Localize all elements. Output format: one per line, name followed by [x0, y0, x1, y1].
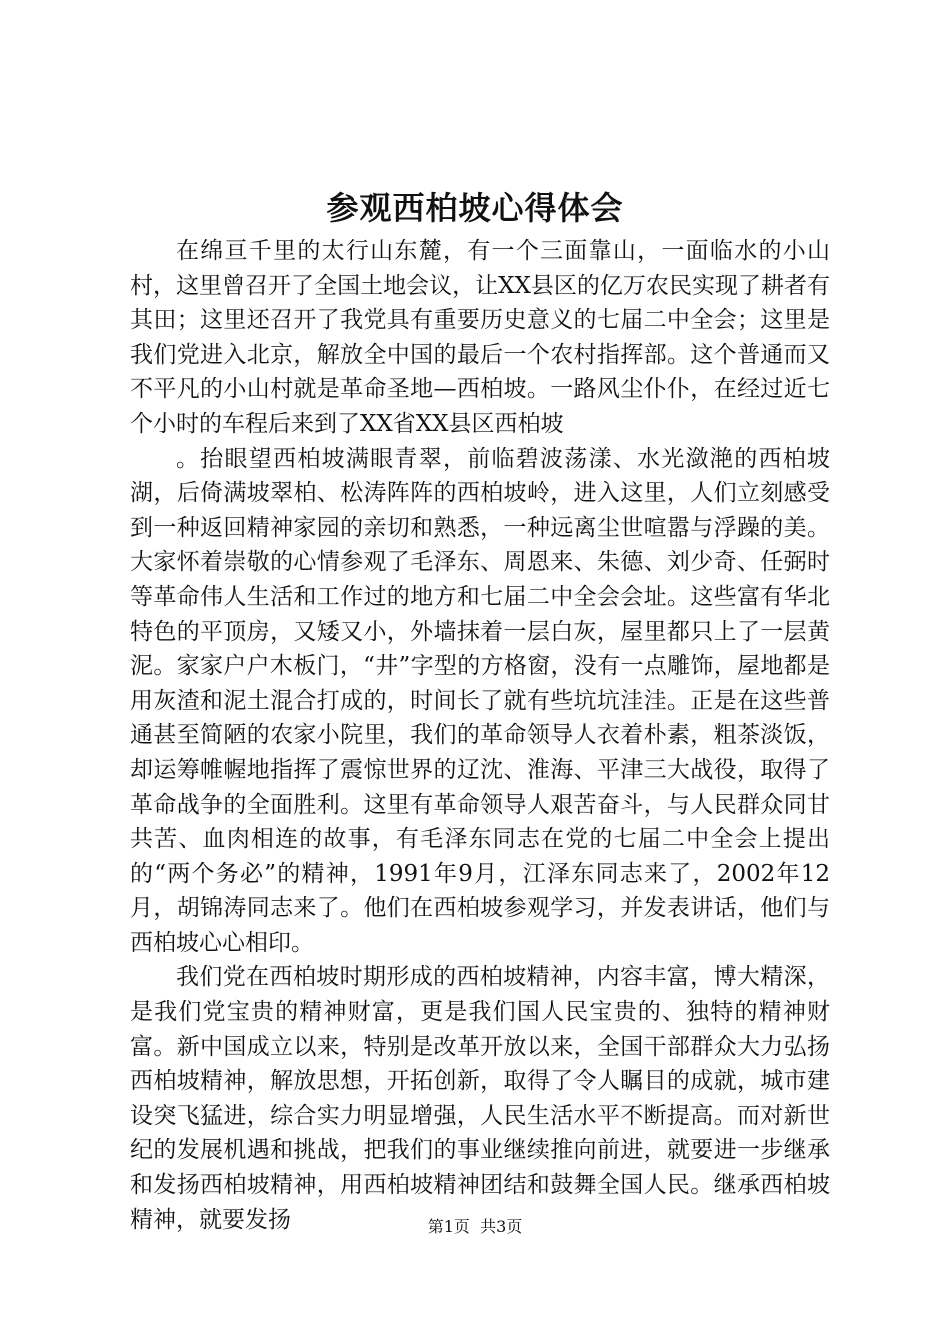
paragraph-1: 在绵亘千里的太行山东麓，有一个三面靠山，一面临水的小山村，这里曾召开了全国土地会议，让XX县区的亿万农民实现了耕者有其田；这里还召开了我党具有重要历史意义的七届二中全会；这里是我们党进入北京，解放全中国的最后一个农村指挥部。这个普通而又不平凡的小山村就是革命圣地—西柏坡。一路风尘仆仆，在经过近七个小时的车程后来到了XX省XX县区西柏坡	[130, 238, 830, 437]
paragraph-3: 我们党在西柏坡时期形成的西柏坡精神，内容丰富，博大精深，是我们党宝贵的精神财富，更是我们国人民宝贵的、独特的精神财富。新中国成立以来，特别是改革开放以来，全国干部群众大力弘扬西柏坡精神，解放思想，开拓创新，取得了令人瞩目的成就，城市建设突飞猛进，综合实力明显增强，人民生活水平不断提高。而对新世纪的发展机遇和挑战，把我们的事业继续推向前进，就要进一步继承和发扬西柏坡精神，用西柏坡精神团结和鼓舞全国人民。继承西柏坡精神，就要发扬	[130, 964, 830, 1233]
page-footer	[0, 1216, 950, 1238]
paragraph-2: 。抬眼望西柏坡满眼青翠，前临碧波荡漾、水光潋滟的西柏坡湖，后倚满坡翠柏、松涛阵阵的西柏坡岭，进入这里，人们立刻感受到一种返回精神家园的亲切和熟悉，一种远离尘世喧嚣与浮躁的美。大家怀着崇敬的心情参观了毛泽东、周恩来、朱德、刘少奇、任弼时等革命伟人生活和工作过的地方和七届二中全会会址。这些富有华北特色的平顶房，又矮又小，外墙抹着一层白灰，屋里都只上了一层黄泥。家家户户木板门，“井”字型的方格窗，没有一点雕饰，屋地都是用灰渣和泥土混合打成的，时间长了就有些坑坑洼洼。正是在这些普通甚至简陋的农家小院里，我们的革命领导人衣着朴素，粗茶淡饭，却运筹帷幄地指挥了震惊世界的辽沈、淮海、平津三大战役，取得了革命战争的全面胜利。这里有革命领导人艰苦奋斗，与人民群众同甘共苦、血肉相连的故事，有毛泽东同志在党的七届二中全会上提出的“两个务必”的精神，1991年9月，江泽东同志来了，2002年12月，胡锦涛同志来了。他们在西柏坡参观学习，并发表讲话，他们与西柏坡心心相印。	[130, 445, 830, 956]
document-title: 参观西柏坡心得体会	[326, 189, 624, 227]
document-body	[130, 234, 830, 1237]
page-number: 第1页 共3页	[427, 1217, 523, 1236]
